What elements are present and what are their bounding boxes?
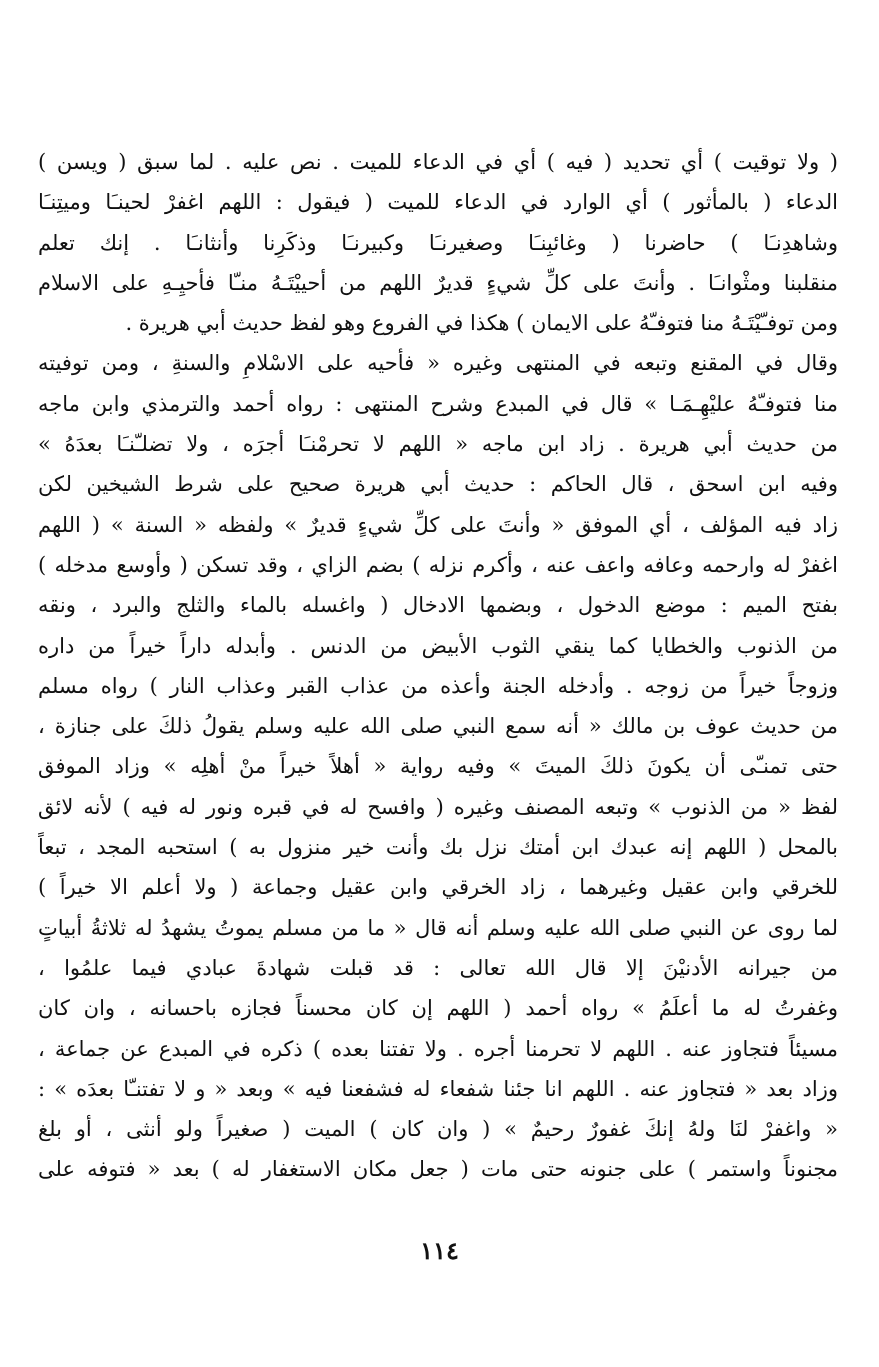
text-line: لما روى عن النبي صلى الله عليه وسلم أنه قال « ما من مسلم يموتُ يشهدُ له ثلاثةُ أبياتٍ <box>38 915 838 940</box>
text-line: لفظ « من الذنوب » وتبعه المصنف وغيره ( وافسح له في قبره ونور له فيه ) لأنه لائق <box>38 794 838 819</box>
text-line: وشاهدِنـَا ) حاضرنا ( وغائبِنـَا وصغيرنـَا وكبيرنـَا وذكَرِنا وأنثانـَا . إنك تعلم <box>38 230 838 255</box>
page-number: ١١٤ <box>420 1236 459 1265</box>
text-line: « واغفرْ لنَا ولهُ إنكَ غفورٌ رحيمٌ » ( وان كان ) الميت ( صغيراً ولو أنثى ، أو بلغ <box>38 1117 838 1142</box>
text-line: وقال في المقنع وتبعه في المنتهى وغيره « فأحيه على الاسْلامِ والسنةِ ، ومن توفيته <box>38 351 838 376</box>
text-line: بفتح الميم : موضع الدخول ، وبضمها الادخال ( واغسله بالماء والثلج والبرد ، ونقه <box>38 593 838 618</box>
text-line: وزاد بعد « فتجاوز عنه . اللهم انا جئنا شفعاء له فشفعنا فيه » وبعد « و لا تفتنـّا بعدَه » : <box>38 1076 838 1101</box>
text-line: بالمحل ( اللهم إنه عبدك ابن أمتك نزل بك وأنت خير منزول به ) استحبه المجد ، تبعاً <box>38 835 838 860</box>
text-line: من جيرانه الأدنيْنَ إلا قال الله تعالى : قد قبلت شهادةَ عبادي فيما علمُوا ، <box>38 955 838 980</box>
text-line: وغفرتُ له ما أعلَمُ » رواه أحمد ( اللهم إن كان محسناً فجازه باحسانه ، وان كان <box>38 996 838 1021</box>
text-line: الدعاء ( بالمأثور ) أي الوارد في الدعاء للميت ( فيقول : اللهم اغفرْ لحينـَا وميتِنـَا <box>38 190 838 215</box>
text-line: زاد فيه المؤلف ، أي الموفق « وأنتَ على كلِّ شيءٍ قديرٌ » ولفظه « السنة » ( اللهم <box>38 512 838 537</box>
text-line: من حديث أبي هريرة . زاد ابن ماجه « اللهم لا تحرمْنـَا أجرَه ، ولا تضلـّنـَا بعدَهُ » <box>38 432 838 457</box>
text-line: مسيئاً فتجاوز عنه . اللهم لا تحرمنا أجره . ولا تفتنا بعده ) ذكره في المبدع عن جماعة ، <box>38 1036 838 1061</box>
text-line: للخرقي وابن عقيل وغيرهما ، زاد الخرقي وابن عقيل وجماعة ( ولا أعلم الا خيراً ) <box>38 875 838 900</box>
text-line: وزوجاً خيراً من زوجه . وأدخله الجنة وأعذه من عذاب القبر وعذاب النار ) رواه مسلم <box>38 673 838 698</box>
text-line: مجنوناً واستمر ) على جنونه حتى مات ( جعل مكان الاستغفار له ) بعد « فتوفه على <box>38 1157 838 1182</box>
text-line: من حديث عوف بن مالك « أنه سمع النبي صلى الله عليه وسلم يقولُ ذلكَ على جنازة ، <box>38 714 838 739</box>
body-text <box>38 142 838 1190</box>
text-line: منا فتوفـّهُ عليْهِـمَـا » قال في المبدع وشرح المنتهى : رواه أحمد والترمذي وابن ماجه <box>38 391 838 416</box>
text-line: من الذنوب والخطايا كما ينقي الثوب الأبيض من الدنس . وأبدله داراً خيراً من داره <box>38 633 838 658</box>
text-line: منقلبنا ومثْوانـَا . وأنتَ على كلِّ شيءٍ قديرٌ اللهم من أحييْتَـهُ منـّا فأحيِـهِ على الاسلام <box>38 270 838 295</box>
text-line: ومن توفـّيْتَـهُ منا فتوفـّهُ على الايمان ) هكذا في الفروع وهو لفظ حديث أبي هريرة . <box>125 311 838 336</box>
text-line: ( ولا توقيت ) أي تحديد ( فيه ) أي في الدعاء للميت . نص عليه . لما سبق ( ويسن ) <box>38 150 838 174</box>
text-line: وفيه ابن اسحق ، قال الحاكم : حديث أبي هريرة صحيح على شرط الشيخين لكن <box>38 472 838 497</box>
text-line: حتى تمنـّى أن يكونَ ذلكَ الميتَ » وفيه رواية « أهلاً خيراً منْ أهلِه » وزاد الموفق <box>38 754 838 779</box>
text-line: اغفرْ له وارحمه وعافه واعف عنه ، وأكرم نزله ) بضم الزاي ، وقد تسكن ( وأوسع مدخله ) <box>38 552 838 577</box>
